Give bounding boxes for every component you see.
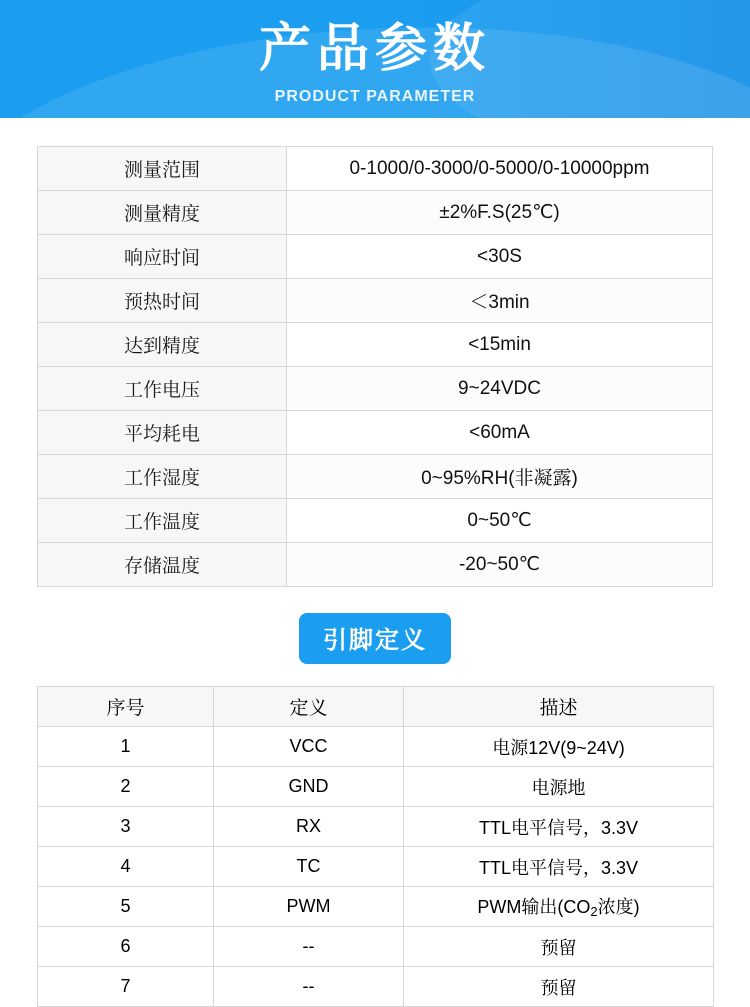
pin-desc bbox=[404, 887, 714, 927]
pin-desc: TTL电平信号，3.3V bbox=[404, 807, 714, 847]
pin-no: 4 bbox=[38, 847, 214, 887]
pin-name: TC bbox=[214, 847, 404, 887]
table-row bbox=[38, 543, 713, 587]
table-row bbox=[38, 323, 713, 367]
page-subtitle: PRODUCT PARAMETER bbox=[274, 88, 476, 105]
table-row bbox=[38, 847, 714, 887]
pin-definition-title: 引脚定义 bbox=[299, 613, 451, 664]
spec-label: 预热时间 bbox=[38, 279, 287, 323]
pin-desc-suffix: 浓度) bbox=[597, 897, 640, 918]
table-row bbox=[38, 887, 714, 927]
pin-no: 3 bbox=[38, 807, 214, 847]
spec-label: 工作温度 bbox=[38, 499, 287, 543]
spec-value: <15min bbox=[287, 323, 713, 367]
pin-name: RX bbox=[214, 807, 404, 847]
pin-definition-table-container bbox=[37, 686, 713, 1007]
spec-label: 工作电压 bbox=[38, 367, 287, 411]
pin-desc: 预留 bbox=[404, 967, 714, 1007]
pin-no: 7 bbox=[38, 967, 214, 1007]
pin-desc-subscript: 2 bbox=[590, 904, 598, 920]
spec-value: <30S bbox=[287, 235, 713, 279]
table-row bbox=[38, 191, 713, 235]
spec-value: 9~24VDC bbox=[287, 367, 713, 411]
pin-desc: TTL电平信号，3.3V bbox=[404, 847, 714, 887]
pin-no: 2 bbox=[38, 767, 214, 807]
spec-value: -20~50℃ bbox=[287, 543, 713, 587]
spec-value: <60mA bbox=[287, 411, 713, 455]
specification-table bbox=[37, 146, 713, 587]
column-header-no: 序号 bbox=[38, 687, 214, 727]
pin-name: -- bbox=[214, 967, 404, 1007]
pin-desc: 预留 bbox=[404, 927, 714, 967]
table-row bbox=[38, 235, 713, 279]
table-row bbox=[38, 147, 713, 191]
spec-label: 达到精度 bbox=[38, 323, 287, 367]
column-header-definition: 定义 bbox=[214, 687, 404, 727]
table-row bbox=[38, 927, 714, 967]
spec-label: 测量范围 bbox=[38, 147, 287, 191]
pin-no: 6 bbox=[38, 927, 214, 967]
page-title: 产品参数 bbox=[258, 20, 491, 78]
spec-value: 0~50℃ bbox=[287, 499, 713, 543]
pin-name: -- bbox=[214, 927, 404, 967]
table-row bbox=[38, 727, 714, 767]
table-row bbox=[38, 807, 714, 847]
column-header-description: 描述 bbox=[404, 687, 714, 727]
table-row bbox=[38, 455, 713, 499]
spec-label: 平均耗电 bbox=[38, 411, 287, 455]
pin-no: 5 bbox=[38, 887, 214, 927]
pin-no: 1 bbox=[38, 727, 214, 767]
table-row bbox=[38, 279, 713, 323]
table-header-row bbox=[38, 687, 714, 727]
table-row bbox=[38, 411, 713, 455]
pin-name: GND bbox=[214, 767, 404, 807]
table-row bbox=[38, 767, 714, 807]
spec-value: 0~95%RH(非凝露) bbox=[287, 455, 713, 499]
spec-label: 响应时间 bbox=[38, 235, 287, 279]
spec-value: ＜3min bbox=[287, 279, 713, 323]
table-row bbox=[38, 367, 713, 411]
table-row bbox=[38, 967, 714, 1007]
pin-desc: 电源12V(9~24V) bbox=[404, 727, 714, 767]
pin-definition-table bbox=[37, 686, 714, 1007]
spec-label: 存储温度 bbox=[38, 543, 287, 587]
spec-value: 0-1000/0-3000/0-5000/0-10000ppm bbox=[287, 147, 713, 191]
pin-desc: 电源地 bbox=[404, 767, 714, 807]
spec-value: ±2%F.S(25℃) bbox=[287, 191, 713, 235]
pin-section-header bbox=[0, 613, 750, 664]
pin-name: PWM bbox=[214, 887, 404, 927]
spec-label: 测量精度 bbox=[38, 191, 287, 235]
spec-label: 工作湿度 bbox=[38, 455, 287, 499]
page-header-banner bbox=[0, 0, 750, 118]
pin-desc-prefix: PWM输出(CO bbox=[477, 897, 591, 918]
specification-table-container bbox=[37, 146, 713, 587]
table-row bbox=[38, 499, 713, 543]
pin-name: VCC bbox=[214, 727, 404, 767]
